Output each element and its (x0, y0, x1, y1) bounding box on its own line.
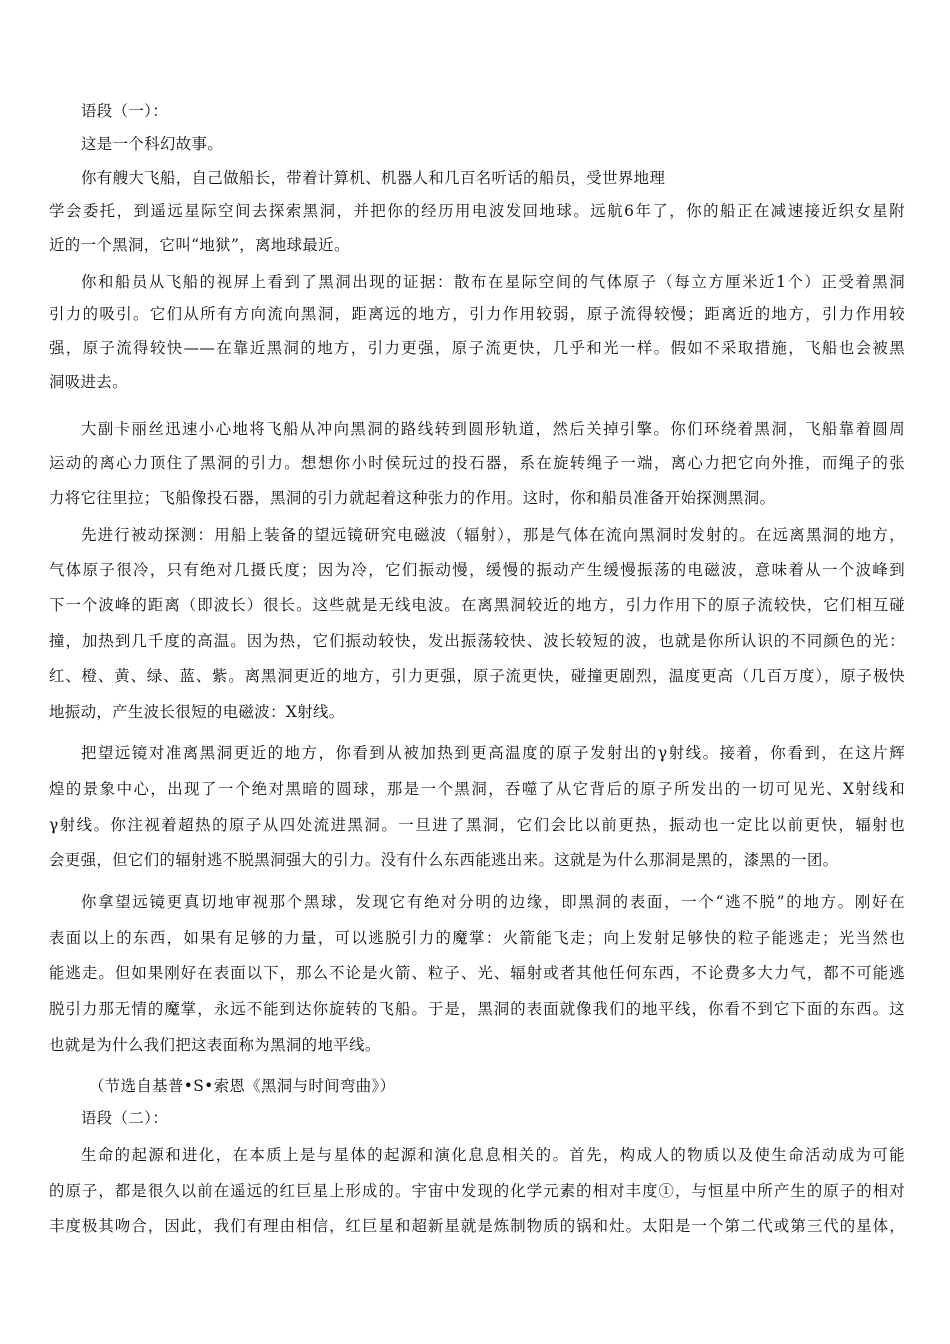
text-line: 你有艘大飞船，自己做船长，带着计算机、机器人和几百名听话的船员，受世界地理 (81, 169, 666, 187)
text-line: 你和船员从飞船的视屏上看到了黑洞出现的证据：散布在星际空间的气体原子（每立方厘米近1个）正受着黑洞 (81, 273, 905, 291)
text-line: 的原子，都是很久以前在遥远的红巨星上形成的。宇宙中发现的化学元素的相对丰度①，与恒星中所产生的原子的相对 (49, 1182, 905, 1200)
section-heading-2: 语段（二）： (81, 1109, 169, 1127)
text-line: 运动的离心力顶住了黑洞的引力。想想你小时侯玩过的投石器，系在旋转绳子一端，离心力把它向外推，而绳子的张 (49, 454, 905, 472)
text-line: 力将它往里拉；飞船像投石器，黑洞的引力就起着这种张力的作用。这时，你和船员准备开始探测黑洞。 (49, 489, 776, 507)
text-line: 地振动，产生波长很短的电磁波：X射线。 (49, 703, 345, 721)
text-line: 先进行被动探测：用船上装备的望远镜研究电磁波（辐射），那是气体在流向黑洞时发射的。在远离黑洞的地方， (81, 526, 905, 544)
text-line: 近的一个黑洞，它叫“地狱”，离地球最近。 (49, 236, 350, 254)
text-line: 把望远镜对准离黑洞更近的地方，你看到从被加热到更高温度的原子发射出的γ射线。接着，你看到，在这片辉 (81, 744, 905, 762)
text-line: 煌的景象中心，出现了一个绝对黑暗的圆球，那是一个黑洞，吞噬了从它背后的原子所发出的一切可见光、X射线和 (49, 780, 905, 798)
text-line: 这是一个科幻故事。 (81, 135, 224, 153)
text-line: 洞吸进去。 (49, 373, 128, 391)
text-line: 撞，加热到几千度的高温。因为热，它们振动较快，发出振荡较快、波长较短的波，也就是你所认识的不同颜色的光： (49, 632, 905, 650)
text-line: 学会委托，到遥远星际空间去探索黑洞，并把你的经历用电波发回地球。远航6年了，你的船正在减速接近织女星附 (49, 202, 905, 220)
text-line: 大副卡丽丝迅速小心地将飞船从冲向黑洞的路线转到圆形轨道，然后关掉引擎。你们环绕着黑洞，飞船靠着圆周 (81, 420, 905, 438)
text-line: 红、橙、黄、绿、蓝、紫。离黑洞更近的地方，引力更强，原子流更快，碰撞更剧烈，温度更高（几百万度），原子极快 (49, 667, 905, 685)
text-line: 表面以上的东西，如果有足够的力量，可以逃脱引力的魔掌：火箭能飞走；向上发射足够快的粒子能逃走；光当然也 (49, 929, 905, 947)
text-line: 强，原子流得较快——在靠近黑洞的地方，引力更强，原子流更快，几乎和光一样。假如不采取措施，飞船也会被黑 (49, 339, 905, 357)
source-citation: （节选自基普•S•索恩《黑洞与时间弯曲》） (89, 1077, 396, 1095)
text-line: 生命的起源和进化，在本质上是与星体的起源和演化息息相关的。首先，构成人的物质以及使生命活动成为可能 (81, 1146, 905, 1164)
text-line: 脱引力那无情的魔掌，永远不能到达你旋转的飞船。于是，黑洞的表面就像我们的地平线，你看不到它下面的东西。这 (49, 1000, 905, 1018)
text-line: 能逃走。但如果刚好在表面以下，那么不论是火箭、粒子、光、辐射或者其他任何东西，不论费多大力气，都不可能逃 (49, 964, 905, 982)
text-line: 气体原子很冷，只有绝对几摄氏度；因为冷，它们振动慢，缓慢的振动产生缓慢振荡的电磁波，意味着从一个波峰到 (49, 561, 905, 579)
section-heading-1: 语段（一）： (81, 102, 169, 120)
text-line: 丰度极其吻合，因此，我们有理由相信，红巨星和超新星就是炼制物质的锅和灶。太阳是一个第二代或第三代的星体， (49, 1217, 905, 1235)
text-line: 你拿望远镜更真切地审视那个黑球，发现它有绝对分明的边缘，即黑洞的表面，一个“逃不脱”的地方。刚好在 (81, 893, 905, 911)
text-line: 引力的吸引。它们从所有方向流向黑洞，距离远的地方，引力作用较弱，原子流得较慢；距离近的地方，引力作用较 (49, 305, 905, 323)
text-line: 会更强，但它们的辐射逃不脱黑洞强大的引力。没有什么东西能逃出来。这就是为什么那洞是黑的，漆黑的一团。 (49, 851, 839, 869)
text-line: 也就是为什么我们把这表面称为黑洞的地平线。 (49, 1036, 381, 1054)
text-line: γ射线。你注视着超热的原子从四处流进黑洞。一旦进了黑洞，它们会比以前更热，振动也一定比以前更快，辐射也 (49, 816, 905, 834)
text-line: 下一个波峰的距离（即波长）很长。这些就是无线电波。在离黑洞较近的地方，引力作用下的原子流较快，它们相互碰 (49, 596, 905, 614)
